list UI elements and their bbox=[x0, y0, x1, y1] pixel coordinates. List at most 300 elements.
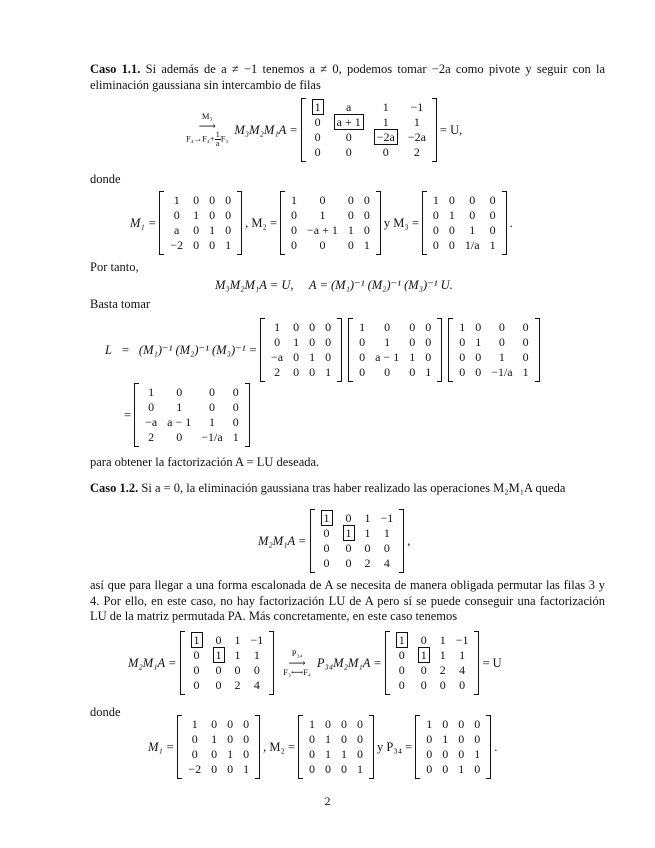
matrix-cell: 1 bbox=[448, 208, 455, 222]
matrix-cell: 0 bbox=[398, 678, 405, 692]
matrix-cell: 0 bbox=[426, 747, 433, 761]
bracket-right bbox=[376, 191, 381, 255]
matrix-row bbox=[140, 385, 244, 400]
bracket-left bbox=[422, 191, 427, 255]
matrix-cell: 0 bbox=[474, 732, 481, 746]
bracket-left bbox=[134, 383, 139, 447]
matrix-cell: 1 bbox=[193, 208, 200, 222]
matrix-cell: a bbox=[174, 223, 180, 237]
matrix-cell: 0 bbox=[398, 648, 405, 662]
matrix-cell: 0 bbox=[232, 385, 239, 399]
matrix-cell: 0 bbox=[193, 238, 200, 252]
matrix-cell: 1 bbox=[227, 747, 234, 761]
matrix-cell: 0 bbox=[363, 223, 370, 237]
matrix-cell: 0 bbox=[193, 193, 200, 207]
bracket-right bbox=[437, 318, 442, 382]
matrix-row bbox=[428, 223, 501, 238]
matrix-cell: 1 bbox=[176, 400, 183, 414]
matrix-cell: 0 bbox=[359, 350, 366, 364]
matrix-cell: 0 bbox=[345, 556, 352, 570]
matrix-cell: 0 bbox=[309, 335, 316, 349]
matrix-cell: 0 bbox=[341, 762, 348, 776]
matrix-cell: 0 bbox=[359, 365, 366, 379]
matrix-cell: 0 bbox=[384, 320, 391, 334]
eq-caso11 bbox=[180, 98, 462, 162]
matrix-row bbox=[165, 223, 236, 238]
matrix-cell: 1 bbox=[409, 350, 416, 364]
matrix-row bbox=[140, 415, 244, 430]
matrix-cell: −a bbox=[145, 415, 158, 429]
matrix-row bbox=[307, 145, 431, 160]
matrix-row bbox=[266, 335, 336, 350]
bracket-left bbox=[280, 191, 285, 255]
matrix-cell: 0 bbox=[148, 400, 155, 414]
matrix-row bbox=[286, 223, 375, 238]
por-tanto: Por tanto, bbox=[90, 260, 139, 274]
matrix-row bbox=[354, 335, 436, 350]
matrix-cell: −1/a bbox=[201, 430, 223, 444]
matrix-row bbox=[140, 400, 244, 415]
matrix-row bbox=[286, 193, 375, 208]
matrix-cell: 0 bbox=[347, 238, 354, 252]
matrix-M3 bbox=[422, 191, 507, 255]
caso12-text: Si a = 0, la eliminación gaussiana tras haber realizado las operaciones M₂M₁A queda bbox=[141, 481, 566, 495]
matrix-cell: −1 bbox=[410, 100, 424, 114]
matrix-cell: −1 bbox=[455, 633, 469, 647]
matrix-cell: 0 bbox=[173, 208, 180, 222]
bracket-left bbox=[415, 715, 420, 779]
eq-lu-relation: M₃M₂M₁A = U, A = (M₁)⁻¹ (M₂)⁻¹ (M₃)⁻¹ U. bbox=[215, 278, 453, 292]
matrix-row bbox=[186, 678, 269, 693]
matrix-cell: 0 bbox=[323, 541, 330, 555]
matrix-cell: 1 bbox=[382, 100, 389, 114]
matrix-cell: 1 bbox=[458, 762, 465, 776]
matrix-cell: 1 bbox=[384, 335, 391, 349]
matrix-cell: 1 bbox=[439, 648, 446, 662]
matrix-cell: 0 bbox=[345, 541, 352, 555]
eq-L-product: L = (M₁)⁻¹ (M₂)⁻¹ (M₃)⁻¹ = 1 0 0 0 0 1 0 0 −a 0 1 0 2 0 0 1 1 0 0 0 0 1 0 0 0 a − 1 1 0 0 0 0 1 1 0 0 0 0 1 0 0 0 0 1 0 0 0 −1/a 1 bbox=[105, 318, 543, 382]
matrix-M2 bbox=[280, 191, 381, 255]
matrix-cell: 0 bbox=[314, 130, 321, 144]
matrix-cell: 1 bbox=[234, 633, 241, 647]
bracket-right bbox=[269, 631, 274, 695]
bracket-right bbox=[535, 318, 540, 382]
matrix-cell: 1 bbox=[426, 717, 433, 731]
bracket-right bbox=[432, 98, 437, 162]
matrix-cell: 0 bbox=[347, 193, 354, 207]
matrix-cell: 0 bbox=[325, 350, 332, 364]
matrix-row bbox=[391, 648, 474, 663]
matrix-cell: 0 bbox=[458, 717, 465, 731]
matrix-cell: 0 bbox=[363, 208, 370, 222]
matrix-cell: 0 bbox=[498, 335, 505, 349]
matrix-cell: 0 bbox=[225, 208, 232, 222]
matrix-row bbox=[454, 365, 533, 380]
matrix-cell: 0 bbox=[291, 238, 298, 252]
matrix-cell: 0 bbox=[227, 717, 234, 731]
matrix-cell: 0 bbox=[409, 320, 416, 334]
matrix-cell: 0 bbox=[432, 208, 439, 222]
matrix-cell: 0 bbox=[426, 762, 433, 776]
matrix-cell: 2 bbox=[439, 663, 446, 677]
matrix-L bbox=[134, 383, 250, 447]
matrix-cell: 2 bbox=[274, 365, 281, 379]
matrix-cell: 1 bbox=[148, 385, 155, 399]
matrix-cell: 0 bbox=[363, 193, 370, 207]
matrix-cell: 1 bbox=[363, 238, 370, 252]
matrix-cell: 2 bbox=[148, 430, 155, 444]
matrix-row bbox=[286, 238, 375, 253]
matrix-row bbox=[186, 663, 269, 678]
matrix-cell: 1 bbox=[459, 648, 466, 662]
matrix-cell: 0 bbox=[474, 717, 481, 731]
matrix-row bbox=[304, 747, 368, 762]
matrix-cell: −1/a bbox=[491, 365, 513, 379]
matrix-cell: 0 bbox=[325, 717, 332, 731]
matrix-P34 bbox=[415, 715, 491, 779]
caso11-title: Caso 1.1. bbox=[90, 62, 141, 76]
matrix-cell: 0 bbox=[243, 717, 250, 731]
matrix-cell: 0 bbox=[475, 320, 482, 334]
matrix-cell: 0 bbox=[176, 385, 183, 399]
matrix-cell: 1 bbox=[489, 238, 496, 252]
matrix-cell: 4 bbox=[253, 678, 260, 692]
matrix-cell: 1 bbox=[338, 526, 360, 541]
matrix-M2-case2 bbox=[298, 715, 374, 779]
matrix-cell: 1 bbox=[243, 762, 250, 776]
matrix-cell: 0 bbox=[345, 511, 352, 525]
matrix-cell: −1 bbox=[380, 511, 394, 525]
matrix-cell: 0 bbox=[176, 430, 183, 444]
matrix-cell: 0 bbox=[432, 223, 439, 237]
matrix-cell: 0 bbox=[193, 663, 200, 677]
matrix-cell: 1 bbox=[341, 747, 348, 761]
matrix-cell: 0 bbox=[211, 762, 218, 776]
matrix-cell: 0 bbox=[225, 223, 232, 237]
matrix-row bbox=[307, 130, 431, 145]
matrix-cell: 1/a bbox=[464, 238, 480, 252]
matrix-cell: 0 bbox=[293, 320, 300, 334]
matrix-cell: a − 1 bbox=[167, 415, 192, 429]
matrix-cell: 0 bbox=[232, 415, 239, 429]
matrix-cell: 0 bbox=[227, 762, 234, 776]
matrix-cell: 1 bbox=[208, 415, 215, 429]
matrix-cell: 0 bbox=[475, 350, 482, 364]
bracket-right bbox=[486, 715, 491, 779]
matrix-cell: 0 bbox=[193, 223, 200, 237]
bracket-left bbox=[310, 509, 315, 573]
matrix-M3-inverse bbox=[448, 318, 539, 382]
caso11-lhs: M₃M₂M₁A = bbox=[234, 122, 298, 137]
matrix-row bbox=[316, 511, 399, 526]
eq-L-result: = 1 0 0 0 0 1 0 0 −a a − 1 1 0 2 0 −1/a 1 bbox=[124, 383, 253, 447]
matrix-cell: 0 bbox=[234, 663, 241, 677]
matrix-cell: 0 bbox=[442, 747, 449, 761]
bracket-right bbox=[399, 509, 404, 573]
matrix-cell: 0 bbox=[293, 365, 300, 379]
matrix-cell: 1 bbox=[293, 335, 300, 349]
bracket-right bbox=[474, 631, 479, 695]
basta-tomar: Basta tomar bbox=[90, 297, 151, 311]
matrix-cell: 0 bbox=[345, 145, 352, 159]
matrix-cell: 0 bbox=[359, 335, 366, 349]
matrix-cell: 1 bbox=[425, 365, 432, 379]
matrix-row bbox=[454, 320, 533, 335]
matrix-cell: 1 bbox=[291, 193, 298, 207]
matrix-cell: a − 1 bbox=[375, 350, 400, 364]
caso11-rhs: = U, bbox=[439, 122, 463, 137]
matrix-row bbox=[421, 717, 485, 732]
matrix-cell: 0 bbox=[384, 365, 391, 379]
matrix-cell: 0 bbox=[243, 747, 250, 761]
matrix-cell: 2 bbox=[234, 678, 241, 692]
matrix-cell: 0 bbox=[274, 335, 281, 349]
matrix-cell: 0 bbox=[191, 747, 198, 761]
matrix-cell: 1 bbox=[475, 335, 482, 349]
matrix-cell: 0 bbox=[357, 717, 364, 731]
matrix-cell: 0 bbox=[439, 678, 446, 692]
matrix-cell: 1 bbox=[357, 762, 364, 776]
matrix-cell: 0 bbox=[522, 335, 529, 349]
matrix-cell: 0 bbox=[319, 193, 326, 207]
eq-permutation: M₂M₁A = 1 0 1 −1 0 1 1 1 0 0 0 0 0 0 2 4 P₃₄ ⟶ F₃⟷F₄ P₃₄M₂M₁A = 1 0 1 −1 0 1 1 1 0 0 2 4 0 0 0 0 = U bbox=[128, 631, 502, 695]
matrix-cell: 0 bbox=[193, 678, 200, 692]
bracket-right bbox=[369, 715, 374, 779]
matrix-cell: 1 bbox=[253, 648, 260, 662]
matrix-row bbox=[266, 365, 336, 380]
matrix-cell: 1 bbox=[459, 320, 466, 334]
matrix-cell: 0 bbox=[420, 633, 427, 647]
matrix-cell: 1 bbox=[474, 747, 481, 761]
matrix-row bbox=[421, 747, 485, 762]
matrix-cell: 0 bbox=[448, 238, 455, 252]
matrix-row bbox=[354, 365, 436, 380]
bracket-left bbox=[180, 631, 185, 695]
matrix-row bbox=[186, 648, 269, 663]
matrix-cell: 0 bbox=[225, 193, 232, 207]
matrix-cell: 0 bbox=[469, 193, 476, 207]
matrix-row bbox=[165, 238, 236, 253]
bracket-left bbox=[177, 715, 182, 779]
matrix-cell: 0 bbox=[325, 335, 332, 349]
matrix-cell: 1 bbox=[442, 732, 449, 746]
matrix-cell: 0 bbox=[409, 365, 416, 379]
matrix-cell: 0 bbox=[458, 747, 465, 761]
matrix-cell: 1 bbox=[439, 633, 446, 647]
matrix-row bbox=[454, 350, 533, 365]
row-op-p34: P₃₄ ⟶ F₃⟷F₄ bbox=[283, 648, 311, 677]
matrix-row bbox=[165, 208, 236, 223]
matrix-row bbox=[391, 663, 474, 678]
matrix-cell: 0 bbox=[314, 145, 321, 159]
matrix-cell: 0 bbox=[448, 223, 455, 237]
matrix-cell: 0 bbox=[489, 208, 496, 222]
matrix-cell: 0 bbox=[398, 663, 405, 677]
matrix-cell: −1 bbox=[250, 633, 264, 647]
row-op-m3: M₃ ⟶ F₄→F₄+ $\frac{1}{a}$ F₃ bbox=[186, 111, 229, 148]
para-obtener: para obtener la factorización A = LU deseada. bbox=[90, 455, 320, 469]
matrix-M2-inverse bbox=[348, 318, 442, 382]
matrix-cell: 0 bbox=[469, 208, 476, 222]
matrix-cell: 1 bbox=[382, 115, 389, 129]
matrix-before-permutation bbox=[180, 631, 275, 695]
matrix-row bbox=[266, 350, 336, 365]
bracket-left bbox=[301, 98, 306, 162]
matrix-cell: 0 bbox=[357, 747, 364, 761]
matrix-cell: 1 bbox=[173, 193, 180, 207]
matrix-cell: −2 bbox=[188, 762, 202, 776]
matrix-row bbox=[304, 717, 368, 732]
matrix-row bbox=[421, 762, 485, 777]
caso12-paragraph-2: así que para llegar a una forma escalonada de A se necesita de manera obligada permutar las filas 3 y 4. Por ello, en este caso, no hay factorización LU de A pero sí se puede conseguir una factorización LU de la matriz permutada PA. Más concretamente, en este caso tenemos bbox=[90, 578, 605, 623]
matrix-cell: 0 bbox=[448, 193, 455, 207]
matrix-cell: 0 bbox=[314, 115, 321, 129]
matrix-cell: 0 bbox=[232, 400, 239, 414]
matrix-cell: 0 bbox=[341, 732, 348, 746]
matrix-cell: 0 bbox=[420, 678, 427, 692]
matrix-cell: 1 bbox=[309, 717, 316, 731]
matrix-cell: 0 bbox=[364, 541, 371, 555]
matrix-row bbox=[266, 320, 336, 335]
matrix-cell: 0 bbox=[319, 238, 326, 252]
matrix-row bbox=[391, 678, 474, 693]
matrix-cell: 0 bbox=[459, 365, 466, 379]
bracket-right bbox=[245, 383, 250, 447]
matrix-cell: 0 bbox=[458, 732, 465, 746]
matrix-cell: 1 bbox=[364, 526, 371, 540]
matrix-row bbox=[316, 556, 399, 571]
matrix-U-caso11 bbox=[301, 98, 437, 162]
matrix-cell: 0 bbox=[425, 335, 432, 349]
matrix-cell: 1 bbox=[211, 732, 218, 746]
matrix-cell: 0 bbox=[209, 208, 216, 222]
matrix-cell: 0 bbox=[425, 320, 432, 334]
matrix-cell: 1 bbox=[186, 633, 208, 648]
matrix-cell: 0 bbox=[522, 320, 529, 334]
matrix-cell: 0 bbox=[291, 208, 298, 222]
matrix-row bbox=[183, 747, 254, 762]
eq-matrices-M: M₁ = 1 0 0 0 0 1 0 0 a 0 1 0 −2 0 0 1 , M₂ = 1 0 0 0 0 1 0 0 0 −a + 1 1 0 0 0 0 1 y M₃ = 1 0 0 0 0 1 0 0 0 0 1 0 0 0 1/a 1 . bbox=[130, 191, 513, 255]
matrix-cell: 1 bbox=[209, 223, 216, 237]
matrix-cell: 0 bbox=[323, 556, 330, 570]
caso12-paragraph bbox=[90, 481, 605, 497]
matrix-row bbox=[304, 732, 368, 747]
eq-caso12: M₂M₁A = 1 0 1 −1 0 1 1 1 0 0 0 0 0 0 2 4 , bbox=[258, 509, 410, 573]
matrix-cell: 1 bbox=[432, 193, 439, 207]
matrix-row bbox=[354, 350, 436, 365]
matrix-cell: 0 bbox=[243, 732, 250, 746]
matrix-cell: 0 bbox=[325, 320, 332, 334]
matrix-cell: −a + 1 bbox=[307, 223, 338, 237]
matrix-cell: 1 bbox=[232, 430, 239, 444]
matrix-row bbox=[316, 526, 399, 541]
matrix-cell: 0 bbox=[211, 747, 218, 761]
matrix-cell: 0 bbox=[208, 400, 215, 414]
matrix-cell: 1 bbox=[325, 365, 332, 379]
matrix-row bbox=[354, 320, 436, 335]
bracket-right bbox=[502, 191, 507, 255]
matrix-row bbox=[391, 633, 474, 648]
matrix-cell: a + 1 bbox=[329, 115, 369, 130]
matrix-cell: 0 bbox=[345, 130, 352, 144]
matrix-cell: 1 bbox=[498, 350, 505, 364]
matrix-cell: 0 bbox=[215, 678, 222, 692]
matrix-cell: 2 bbox=[364, 556, 371, 570]
caso11-paragraph bbox=[90, 62, 605, 93]
matrix-cell: a bbox=[346, 100, 352, 114]
matrix-cell: 0 bbox=[382, 145, 389, 159]
matrix-M1 bbox=[159, 191, 242, 255]
caso11-text: Si además de a ≠ −1 tenemos a ≠ 0, podemos tomar −2a como pivote y seguir con la eliminación gaussiana sin intercambio de filas bbox=[90, 62, 605, 92]
bracket-left bbox=[298, 715, 303, 779]
matrix-cell: 0 bbox=[459, 350, 466, 364]
matrix-cell: 0 bbox=[209, 193, 216, 207]
matrix-cell: 1 bbox=[208, 648, 230, 663]
matrix-row bbox=[428, 193, 501, 208]
bracket-right bbox=[237, 191, 242, 255]
matrix-row bbox=[140, 430, 244, 445]
matrix-cell: 0 bbox=[291, 223, 298, 237]
matrix-cell: 1 bbox=[359, 320, 366, 334]
matrix-cell: 0 bbox=[309, 365, 316, 379]
bracket-left bbox=[385, 631, 390, 695]
bracket-left bbox=[159, 191, 164, 255]
matrix-cell: 0 bbox=[347, 208, 354, 222]
matrix-row bbox=[186, 633, 269, 648]
matrix-M1-case2 bbox=[177, 715, 260, 779]
matrix-cell: −2a bbox=[369, 130, 403, 145]
matrix-cell: 0 bbox=[227, 732, 234, 746]
matrix-cell: −2a bbox=[407, 130, 426, 144]
matrix-cell: 0 bbox=[489, 193, 496, 207]
matrix-cell: 0 bbox=[522, 350, 529, 364]
matrix-row bbox=[307, 115, 431, 130]
matrix-cell: 4 bbox=[459, 663, 466, 677]
matrix-cell: 0 bbox=[425, 350, 432, 364]
matrix-cell: 0 bbox=[459, 678, 466, 692]
matrix-cell: −2 bbox=[170, 238, 184, 252]
matrix-cell: 1 bbox=[413, 648, 435, 663]
matrix-cell: 1 bbox=[391, 633, 413, 648]
donde-2: donde bbox=[90, 705, 121, 719]
matrix-after-permutation bbox=[385, 631, 480, 695]
matrix-cell: 0 bbox=[323, 526, 330, 540]
matrix-row bbox=[454, 335, 533, 350]
matrix-cell: 1 bbox=[225, 238, 232, 252]
matrix-cell: 0 bbox=[341, 717, 348, 731]
matrix-cell: 0 bbox=[442, 717, 449, 731]
matrix-cell: 0 bbox=[293, 350, 300, 364]
matrix-cell: 0 bbox=[309, 732, 316, 746]
matrix-row bbox=[421, 732, 485, 747]
matrix-cell: 1 bbox=[469, 223, 476, 237]
matrix-cell: 0 bbox=[475, 365, 482, 379]
matrix-cell: 0 bbox=[498, 320, 505, 334]
matrix-cell: 0 bbox=[474, 762, 481, 776]
matrix-cell: 0 bbox=[309, 747, 316, 761]
page-number: 2 bbox=[324, 794, 331, 808]
matrix-cell: 0 bbox=[253, 663, 260, 677]
bracket-right bbox=[337, 318, 342, 382]
matrix-cell: 0 bbox=[325, 762, 332, 776]
bracket-left bbox=[260, 318, 265, 382]
matrix-cell: 0 bbox=[309, 762, 316, 776]
matrix-cell: 0 bbox=[459, 335, 466, 349]
bracket-left bbox=[448, 318, 453, 382]
matrix-M2M1A bbox=[310, 509, 405, 573]
matrix-cell: 0 bbox=[489, 223, 496, 237]
matrix-cell: 1 bbox=[307, 100, 329, 115]
